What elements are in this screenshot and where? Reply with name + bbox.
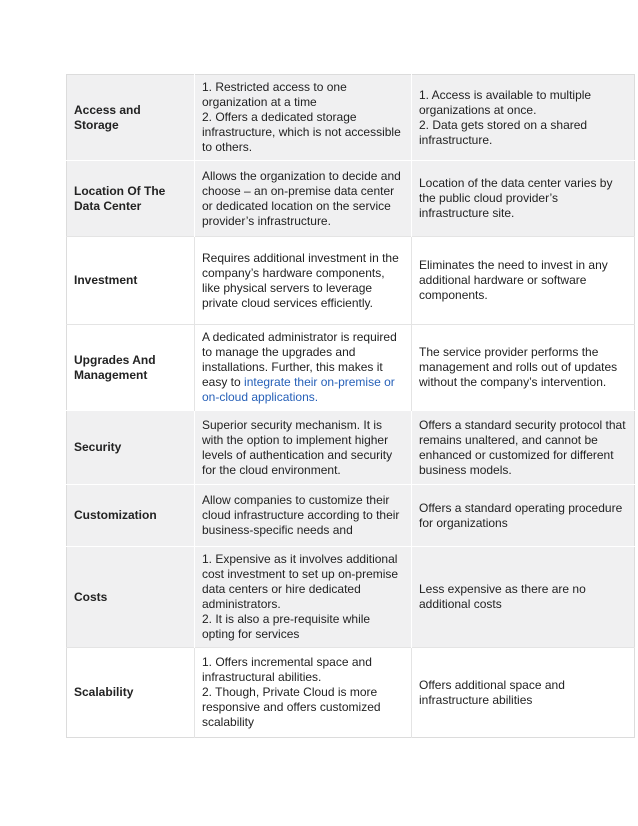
cell-line: Less expensive as there are no additional costs bbox=[419, 582, 586, 611]
cell-line: 2. Data gets stored on a shared infrastructure. bbox=[419, 117, 588, 147]
private-cloud-cell bbox=[195, 325, 412, 411]
table-row bbox=[67, 237, 635, 325]
row-label: Upgrades And Management bbox=[67, 325, 195, 411]
table-row bbox=[67, 648, 635, 738]
cell-text: A dedicated administrator is required to manage the upgrades and installations. Further, this makes it easy to bbox=[202, 330, 397, 389]
integrate-applications-link[interactable]: integrate their on-premise or on-cloud applications. bbox=[202, 375, 395, 404]
cell-line: 2. Offers a dedicated storage infrastructure, which is not accessible to others. bbox=[202, 110, 401, 154]
public-cloud-cell bbox=[412, 648, 635, 738]
private-cloud-cell bbox=[195, 237, 412, 325]
row-label: Scalability bbox=[67, 648, 195, 738]
private-cloud-cell bbox=[195, 547, 412, 648]
cell-line: Location of the data center varies by the public cloud provider’s infrastructure site. bbox=[419, 176, 613, 220]
table-row bbox=[67, 75, 635, 161]
cell-line: Offers a standard security protocol that remains unaltered, and cannot be enhanced or customized for different business models. bbox=[419, 417, 626, 477]
cell-line: 1. Offers incremental space and infrastructural abilities. bbox=[202, 655, 372, 684]
private-cloud-cell bbox=[195, 485, 412, 547]
table-row bbox=[67, 161, 635, 237]
row-label: Investment bbox=[67, 237, 195, 325]
cell-line: Superior security mechanism. It is with the option to implement higher levels of authentication and security for the cloud environment. bbox=[202, 417, 393, 477]
private-cloud-cell bbox=[195, 648, 412, 738]
public-cloud-cell bbox=[412, 75, 635, 161]
public-cloud-cell bbox=[412, 237, 635, 325]
cell-line: 2. It is also a pre-requisite while opting for services bbox=[202, 612, 371, 641]
public-cloud-cell bbox=[412, 325, 635, 411]
cell-line: Allow companies to customize their cloud infrastructure according to their business-specific needs and bbox=[202, 493, 400, 537]
row-label: Security bbox=[67, 411, 195, 485]
cell-line: 1. Expensive as it involves additional cost investment to set up on-premise data centers or hire dedicated administrators. bbox=[202, 552, 399, 611]
row-label: Costs bbox=[67, 547, 195, 648]
table-row bbox=[67, 411, 635, 485]
row-label: Customization bbox=[67, 485, 195, 547]
cell-line: 1. Access is available to multiple organizations at once. bbox=[419, 87, 592, 117]
cell-line: Offers a standard operating procedure for organizations bbox=[419, 500, 623, 530]
private-cloud-cell bbox=[195, 75, 412, 161]
cell-line: 2. Though, Private Cloud is more responsive and offers customized scalability bbox=[202, 685, 381, 729]
private-cloud-cell bbox=[195, 161, 412, 237]
public-cloud-cell bbox=[412, 547, 635, 648]
table-row bbox=[67, 485, 635, 547]
public-cloud-cell bbox=[412, 411, 635, 485]
table-row bbox=[67, 547, 635, 648]
private-cloud-cell bbox=[195, 411, 412, 485]
cell-line: Allows the organization to decide and choose – an on-premise data center or dedicated location on the service provider’s infrastructure. bbox=[202, 168, 401, 228]
public-cloud-cell bbox=[412, 161, 635, 237]
row-label: Location Of The Data Center bbox=[67, 161, 195, 237]
cell-line: Eliminates the need to invest in any additional hardware or software components. bbox=[419, 258, 608, 302]
cell-line: 1. Restricted access to one organization at a time bbox=[202, 80, 347, 109]
cell-line: Offers additional space and infrastructure abilities bbox=[419, 677, 565, 707]
comparison-table bbox=[66, 74, 635, 738]
cell-line: The service provider performs the management and rolls out of updates without the company’s intervention. bbox=[419, 345, 618, 389]
row-label: Access and Storage bbox=[67, 75, 195, 161]
table-row bbox=[67, 325, 635, 411]
public-cloud-cell bbox=[412, 485, 635, 547]
cell-line: Requires additional investment in the company’s hardware components, like physical servers to leverage private cloud services efficiently. bbox=[202, 250, 399, 310]
